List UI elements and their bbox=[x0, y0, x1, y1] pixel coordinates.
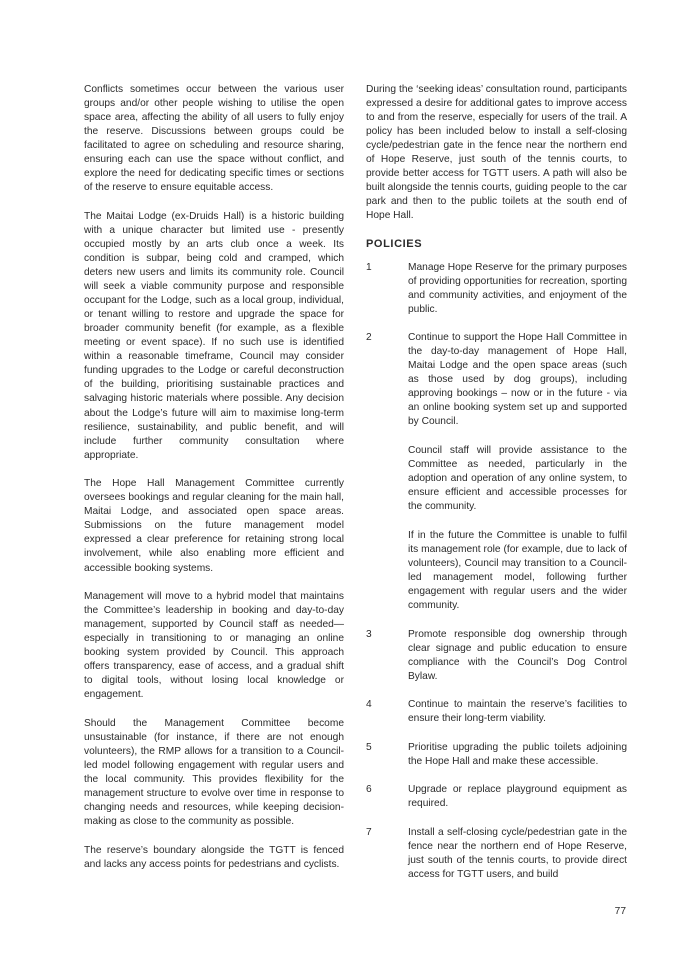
policy-text: Council staff will provide assistance to the Committee as needed, particularly in the adoption and operation of any online system, to ensure efficient and accessible processes for the community. bbox=[408, 445, 627, 513]
policy-body bbox=[408, 261, 627, 317]
paragraph-hybrid-model: Management will move to a hybrid model that maintains the Committee’s leadership in booking and day-to-day management, supported by Council staff as needed—especially in transitioning to or managing an online booking system provided by Council. This approach offers transparency, ease of access, and a gradual shift to digital tools, without losing local knowledge or engagement. bbox=[84, 591, 344, 701]
policy-number: 7 bbox=[366, 827, 372, 839]
policy-text: If in the future the Committee is unable to fulfil its management role (for example, due to lack of volunteers), Council may transition to a Council-led management model, following further engagement with regular users and the wider community. bbox=[408, 529, 627, 611]
policy-number: 6 bbox=[366, 784, 372, 796]
policy-item bbox=[366, 628, 627, 684]
policy-body bbox=[408, 628, 627, 684]
policy-item bbox=[366, 331, 627, 613]
policy-number: 4 bbox=[366, 699, 372, 711]
left-column bbox=[84, 83, 344, 886]
paragraph-management-committee: The Hope Hall Management Committee currently oversees bookings and regular cleaning for the main hall, Maitai Lodge, and associated open space areas. Submissions on the future management model expressed a clear preference for retaining strong local involvement, while also enabling more efficient and accessible booking systems. bbox=[84, 478, 344, 574]
policy-body bbox=[408, 826, 627, 882]
page-number: 77 bbox=[614, 906, 626, 917]
policy-item bbox=[366, 783, 627, 811]
policy-item bbox=[366, 741, 627, 769]
policy-body bbox=[408, 698, 627, 726]
policy-text: Continue to maintain the reserve’s facilities to ensure their long-term viability. bbox=[408, 699, 627, 725]
paragraph-user-conflicts: Conflicts sometimes occur between the various user groups and/or other people wishing to utilise the open space area, affecting the ability of all users to fully enjoy the reserve. Discussions between groups could be facilitated to agree on scheduling and resource sharing, ensuring each can use the space without conflict, and explore the need for dedicating specific times or sections of the reserve to ensure equitable access. bbox=[84, 84, 344, 194]
policy-number: 2 bbox=[366, 332, 372, 344]
paragraph-council-led-transition: Should the Management Committee become unsustainable (for instance, if there are not enough volunteers), the RMP allows for a transition to a Council-led model following engagement with regular users and the local community. This provides flexibility for the management structure to evolve over time in response to changing needs and resources, while keeping decision-making as close to the community as possible. bbox=[84, 717, 344, 828]
policy-number: 3 bbox=[366, 628, 372, 640]
policy-text: Promote responsible dog ownership through clear signage and public education to ensure compliance with the Council’s Dog Control Bylaw. bbox=[408, 628, 627, 682]
paragraph-consultation: During the ‘seeking ideas’ consultation round, participants expressed a desire for additional gates to improve access to and from the reserve, especially for users of the trail. A policy has been included below to install a self-closing cycle/pedestrian gate in the fence near the northern end of Hope Reserve, just south of the tennis courts, to provide better access for TGTT users. A path will also be built alongside the tennis courts, guiding people to the car park and then to the public toilets at the south end of Hope Hall. bbox=[366, 84, 627, 222]
policy-text: Manage Hope Reserve for the primary purposes of providing opportunities for recreation, sporting and community activities, and enjoyment of the public. bbox=[408, 261, 627, 315]
policy-text: Install a self-closing cycle/pedestrian gate in the fence near the northern end of Hope Reserve, just south of the tennis courts, to provide direct access for TGTT users, and build bbox=[408, 827, 627, 881]
policy-text: Prioritise upgrading the public toilets adjoining the Hope Hall and make these accessible. bbox=[408, 741, 627, 767]
policy-body bbox=[408, 783, 627, 811]
policy-item bbox=[366, 261, 627, 317]
policy-item bbox=[366, 698, 627, 726]
policy-body bbox=[408, 331, 627, 613]
policy-body bbox=[408, 741, 627, 769]
right-column bbox=[366, 83, 627, 897]
policy-number: 5 bbox=[366, 741, 372, 753]
policies-heading: POLICIES bbox=[366, 238, 423, 251]
policy-text: Continue to support the Hope Hall Committee in the day-to-day management of Hope Hall, Maitai Lodge and the open space areas (such as those used by dog groups), including approving bookings – now or in the future - via an online booking system set up and supported by Council. bbox=[408, 332, 627, 428]
paragraph-maitai-lodge: The Maitai Lodge (ex-Druids Hall) is a historic building with a unique character but limited use - presently occupied mostly by an arts club once a week. Its condition is subpar, being cold and cramped, which deters new users and limits its community role. Council will seek a viable community purpose and responsible occupant for the Lodge, such as a local group, individual, or tenant willing to restore and upgrade the space for broader community benefit (for example, as a flexible meeting or event space). If no such use is identified within a reasonable timeframe, Council may consider funding upgrades to the Lodge or careful deconstruction of the building, prioritising sustainable practices and salvaging historic materials where possible. Any decision about the Lodge’s future will aim to maximise long-term resilience, sustainability, and public benefit, and will include further community consultation where appropriate. bbox=[84, 210, 344, 461]
policy-text: Upgrade or replace playground equipment as required. bbox=[408, 784, 627, 810]
policy-number: 1 bbox=[366, 261, 372, 273]
paragraph-tgtt-boundary: The reserve’s boundary alongside the TGTT is fenced and lacks any access points for pedestrians and cyclists. bbox=[84, 844, 344, 870]
policy-item bbox=[366, 826, 627, 882]
